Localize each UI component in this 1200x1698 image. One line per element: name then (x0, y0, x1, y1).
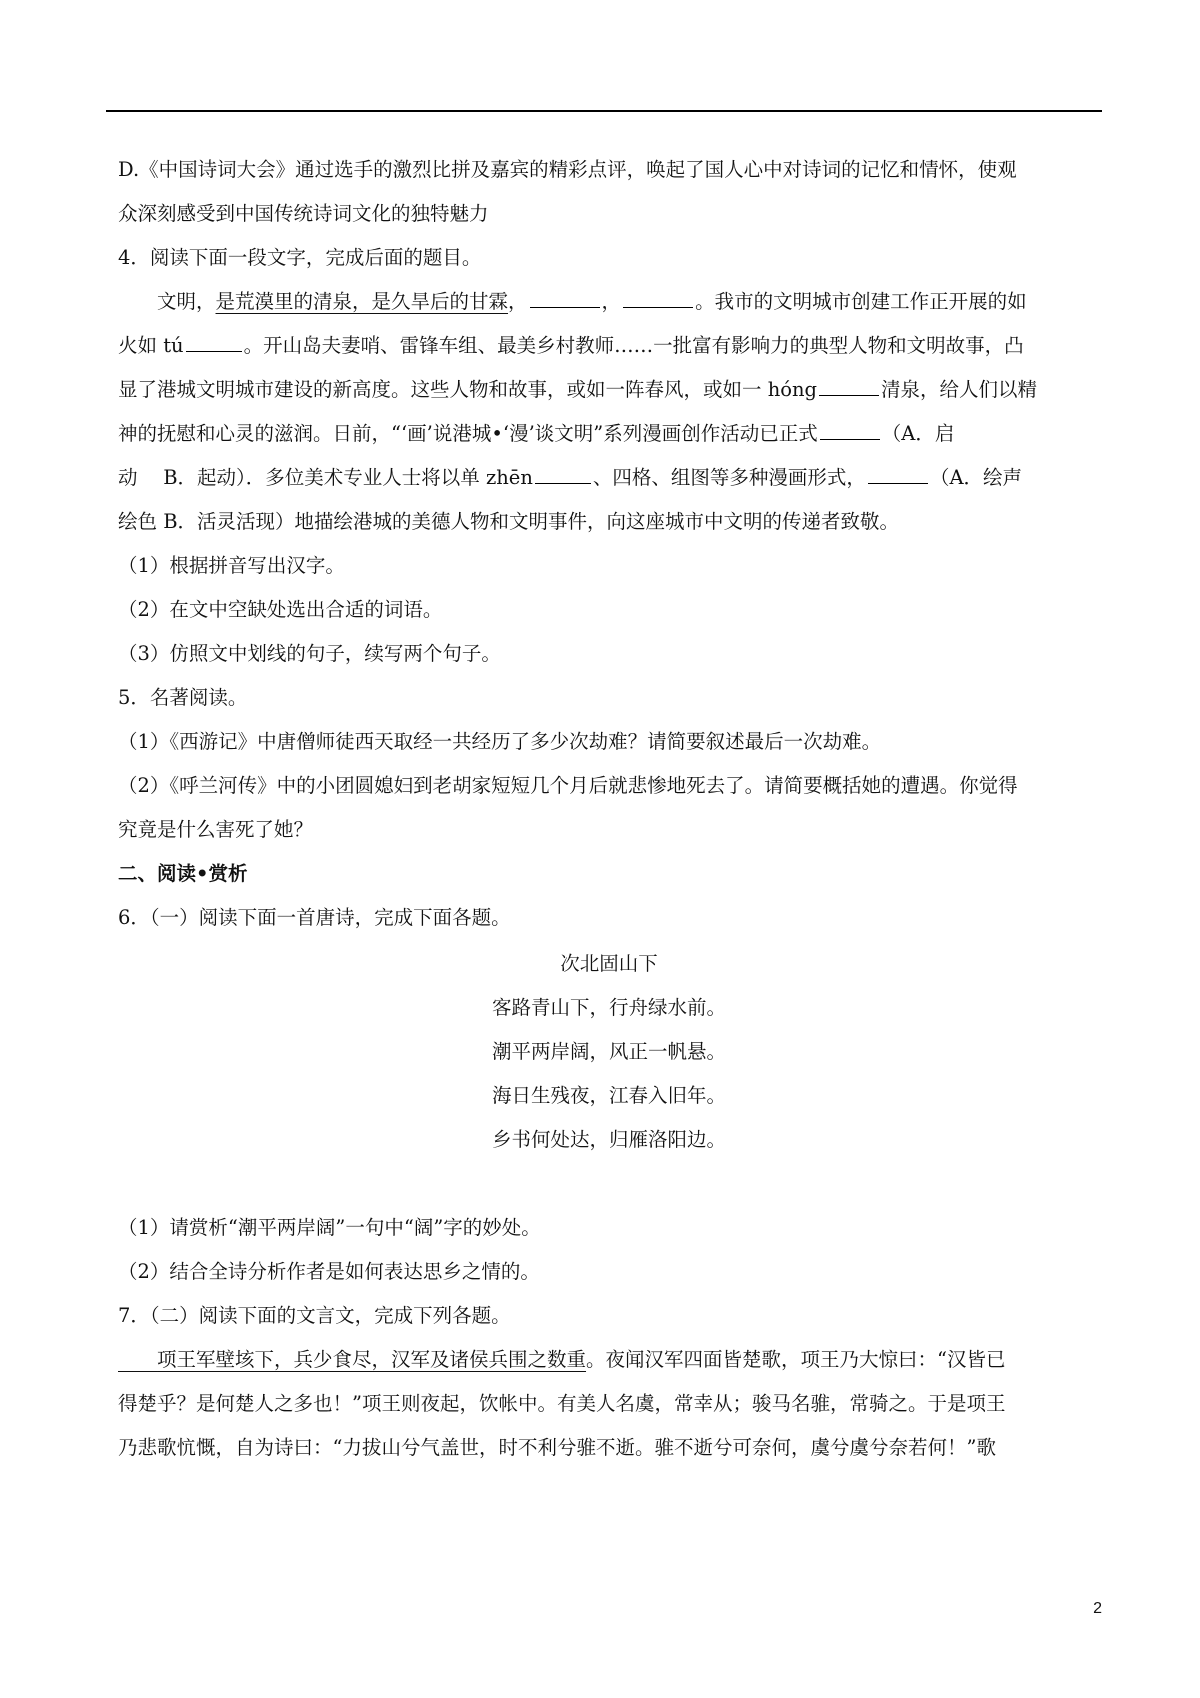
poem-title: 次北固山下 (560, 952, 658, 975)
q5-sub1: （1）《西游记》中唐僧师徒西天取经一共经历了多少次劫难？请简要叙述最后一次劫难。 (118, 730, 882, 753)
answer-blank[interactable] (819, 369, 879, 396)
underlined-sentence: 是荒漠里的清泉，是久旱后的甘霖 (215, 290, 509, 313)
q4-sub2: （2）在文中空缺处选出合适的词语。 (118, 598, 443, 621)
q7-passage-line2: 得楚乎？是何楚人之多也！”项王则夜起，饮帐中。有美人名虞，常幸从；骏马名骓，常骑之。于是项王 (118, 1392, 1006, 1415)
q4-passage-line6: 绘色 B．活灵活现）地描绘港城的美德人物和文明事件，向这座城市中文明的传递者致敬。 (118, 510, 900, 533)
text-span: 显了港城文明城市建设的新高度。这些人物和故事，或如一阵春风，或如一 hóng (118, 378, 818, 401)
answer-blank[interactable] (820, 413, 880, 440)
text-span: 。我市的文明城市创建工作正开展的如 (695, 290, 1027, 313)
q4-sub1: （1）根据拼音写出汉字。 (118, 554, 345, 577)
q7-heading: 7．（二）阅读下面的文言文，完成下列各题。 (118, 1304, 511, 1327)
text-span: 、四格、组图等多种漫画形式， (592, 466, 866, 489)
text-span: 。开山岛夫妻哨、雷锋车组、最美乡村教师……一批富有影响力的典型人物和文明故事，凸 (243, 334, 1024, 357)
text-span: 神的抚慰和心灵的滋润。日前，“‘画’说港城•‘漫’谈文明”系列漫画创作活动已正式 (118, 422, 818, 445)
text-span: （A．绘声 (929, 466, 1023, 489)
answer-blank[interactable] (535, 457, 591, 484)
text-span: 动 B．起动）．多位美术专业人士将以单 zhēn (118, 466, 533, 489)
text-span: 项王军壁垓下，兵少食尽，汉军及诸侯兵围之数重 (157, 1348, 587, 1371)
q6-sub1: （1）请赏析“潮平两岸阔”一句中“阔”字的妙处。 (118, 1216, 541, 1239)
q5-sub2-line2: 究竟是什么害死了她？ (118, 818, 314, 841)
text-span: 清泉，给人们以精 (881, 378, 1038, 401)
q5-sub2-line1: （2）《呼兰河传》中的小团圆媳妇到老胡家短短几个月后就悲惨地死去了。请简要概括她的遭遇。你觉得 (118, 774, 1018, 797)
poem-line: 潮平两岸阔，风正一帆悬。 (491, 1040, 726, 1063)
q4-heading: 4．阅读下面一段文字，完成后面的题目。 (118, 246, 482, 269)
text-span: 文明， (157, 290, 216, 313)
header-rule (106, 110, 1102, 112)
q6-heading: 6．（一）阅读下面一首唐诗，完成下面各题。 (118, 906, 511, 929)
q4-passage-line2 (118, 324, 1100, 368)
answer-blank[interactable] (868, 457, 928, 484)
q6-sub2: （2）结合全诗分析作者是如何表达思乡之情的。 (118, 1260, 540, 1283)
q4-passage-line4 (118, 412, 1100, 456)
underlined-sentence (118, 1348, 586, 1371)
answer-blank[interactable] (186, 325, 242, 352)
text-span: ， (601, 290, 622, 313)
page-content (118, 148, 1100, 1470)
text-span: 。夜闻汉军四面皆楚歌，项王乃大惊曰：“汉皆已 (586, 1348, 1006, 1371)
q5-heading: 5．名著阅读。 (118, 686, 248, 709)
q4-sub3: （3）仿照文中划线的句子，续写两个句子。 (118, 642, 501, 665)
text-span: ， (508, 290, 528, 313)
q7-passage-line3: 乃悲歌忼慨，自为诗曰：“力拔山兮气盖世，时不利兮骓不逝。骓不逝兮可奈何，虞兮虞兮奈若何！”歌 (118, 1436, 996, 1459)
q3-option-d-line1: D.《中国诗词大会》通过选手的激烈比拼及嘉宾的精彩点评，唤起了国人心中对诗词的记忆和情怀，使观 (118, 158, 1017, 181)
poem-line: 客路青山下，行舟绿水前。 (491, 996, 726, 1019)
answer-blank[interactable] (530, 281, 600, 308)
text-span: （A．启 (881, 422, 955, 445)
q3-option-d-line2: 众深刻感受到中国传统诗词文化的独特魅力 (118, 202, 489, 225)
q7-passage-line1 (118, 1338, 1100, 1382)
q4-passage-line3 (118, 368, 1100, 412)
page-number: 2 (1093, 1600, 1102, 1617)
section-title: 二、阅读•赏析 (118, 862, 248, 885)
answer-blank[interactable] (623, 281, 693, 308)
q4-passage-line5 (118, 456, 1100, 500)
poem-line: 乡书何处达，归雁洛阳边。 (491, 1128, 726, 1151)
poem-line: 海日生残夜，江春入旧年。 (491, 1084, 726, 1107)
spacer (118, 1162, 1100, 1206)
q4-passage-line1 (118, 280, 1100, 324)
text-span: 火如 tú (118, 334, 184, 357)
